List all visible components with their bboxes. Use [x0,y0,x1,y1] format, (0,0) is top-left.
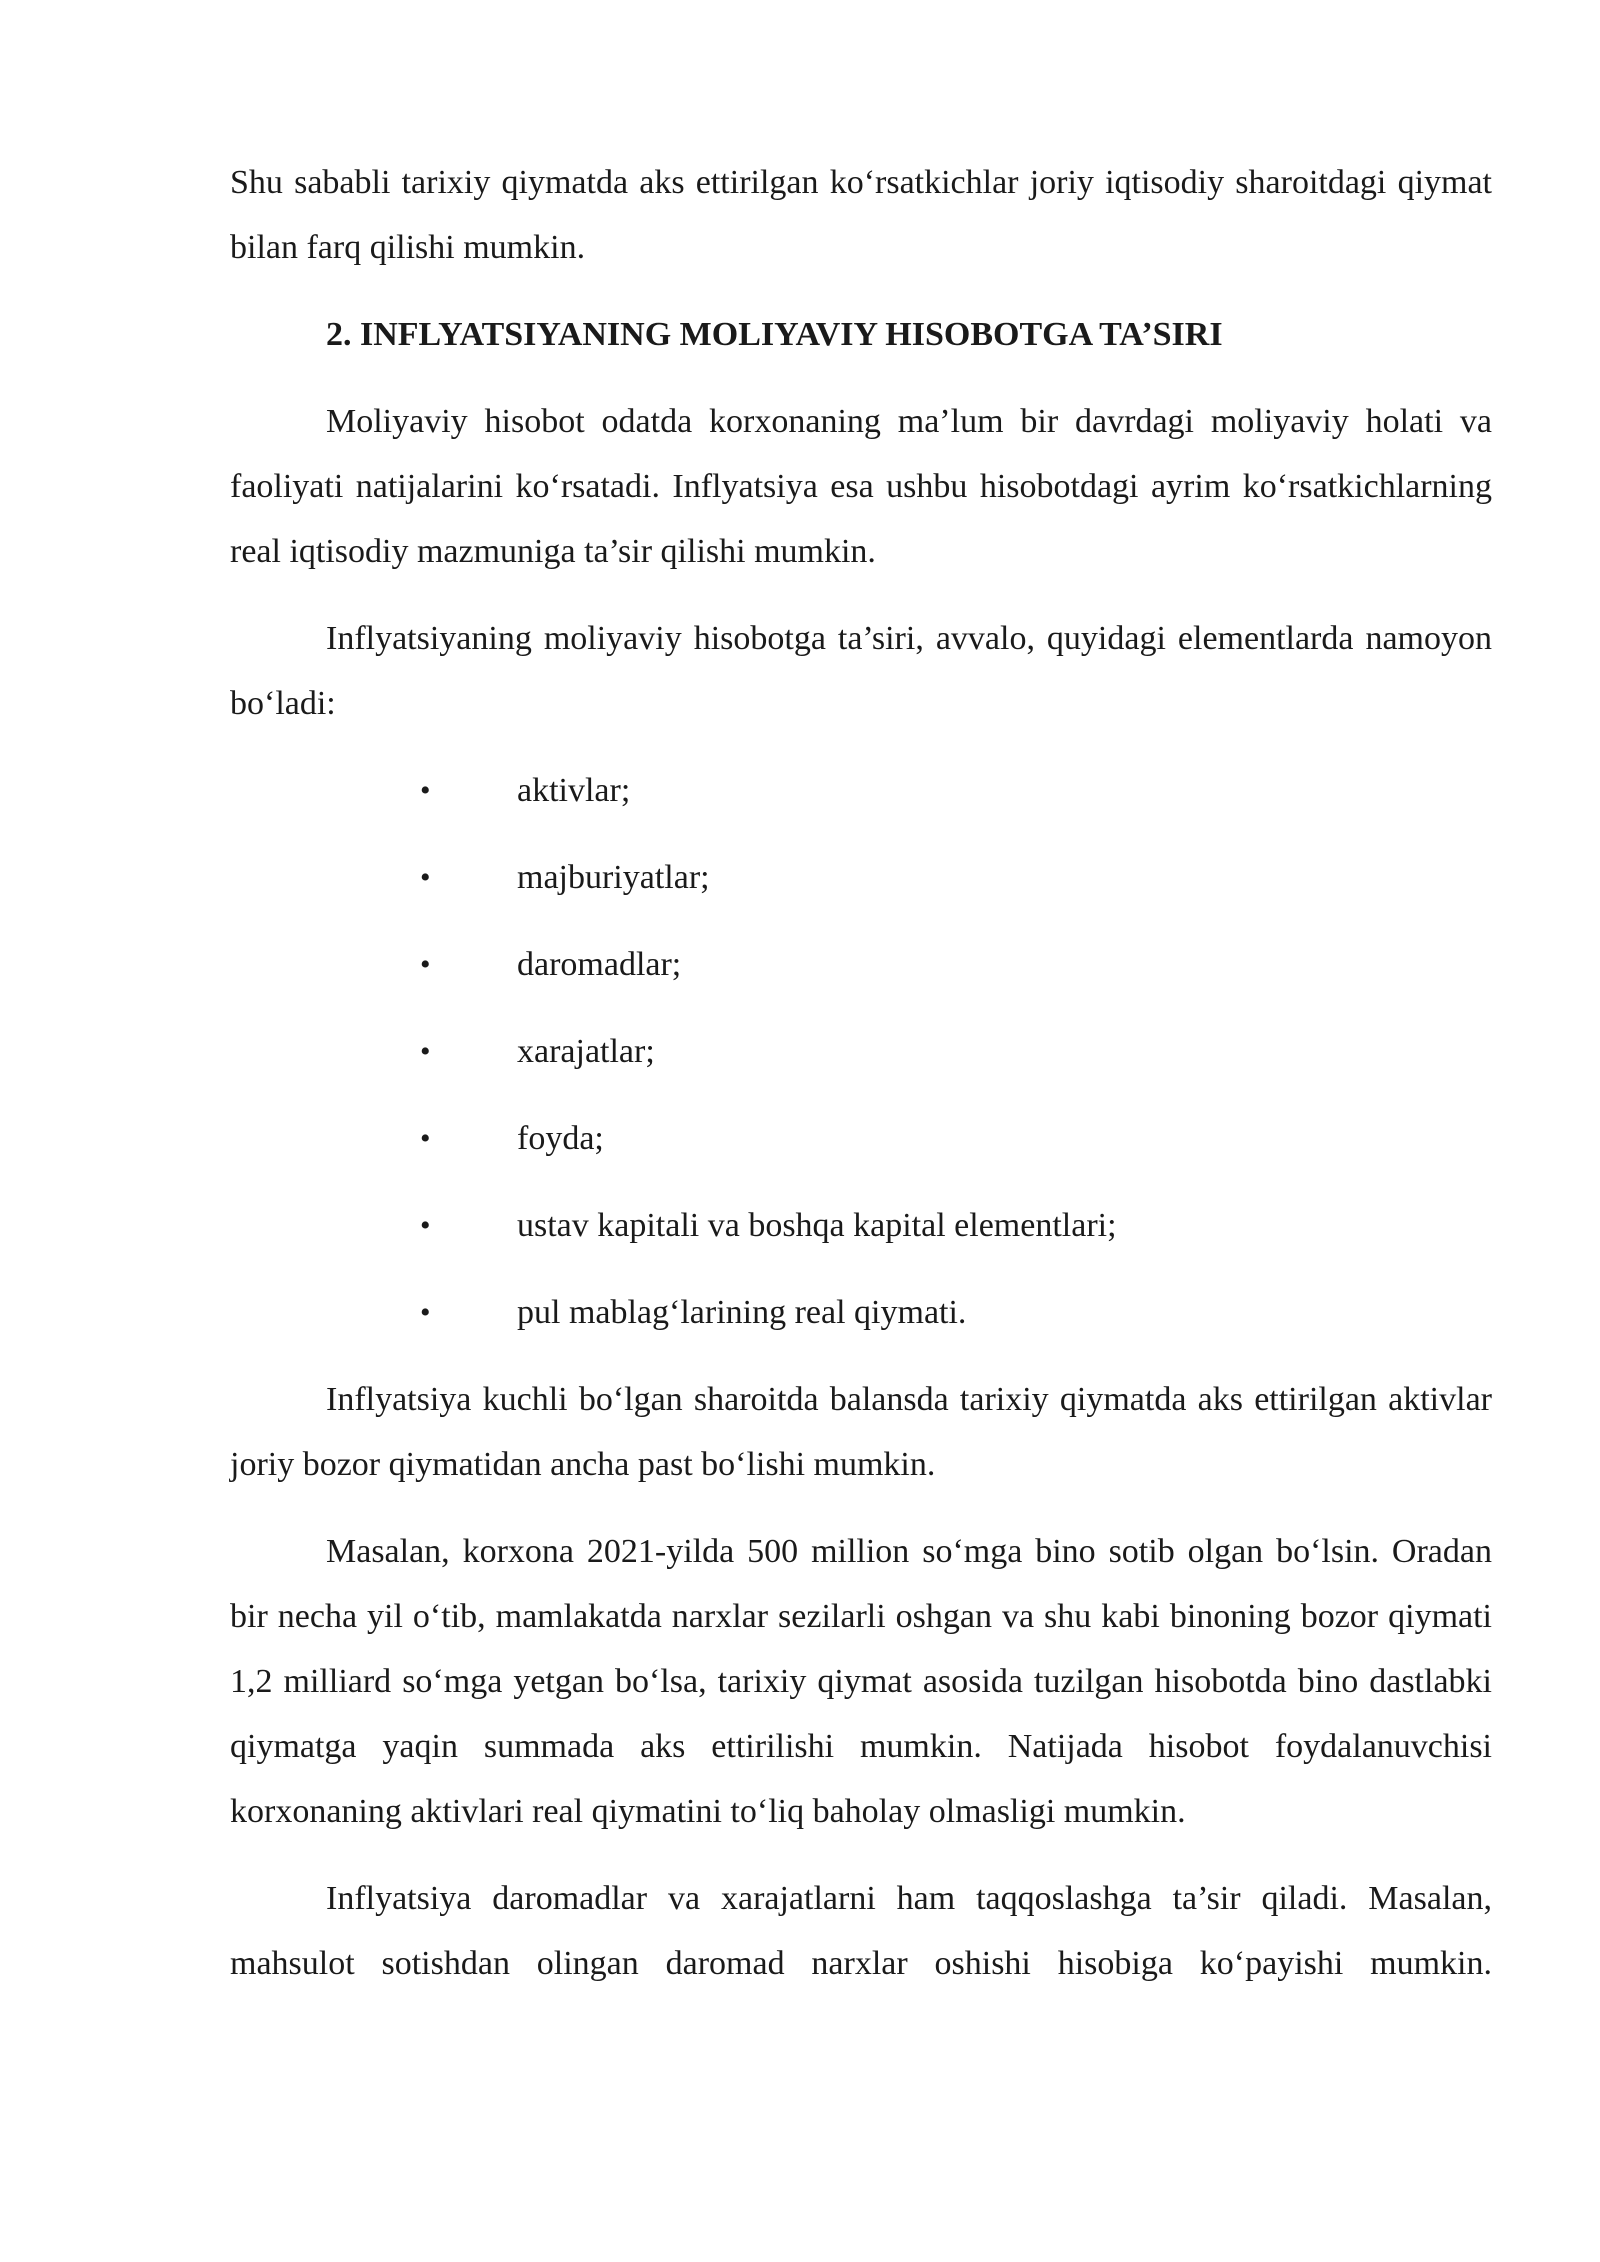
list-item-text: aktivlar; [517,772,631,809]
bullet-icon: • [420,1035,431,1068]
list-item [230,758,1492,823]
paragraph-continuation: Shu sababli tarixiy qiymatda aks ettirilgan ko‘rsatkichlar joriy iqtisodiy sharoitdagi qiymat bilan farq qilishi mumkin. [230,164,1492,266]
bullet-icon: • [420,774,431,807]
paragraph-income-expenses: Inflyatsiya daromadlar va xarajatlarni ham taqqoslashga ta’sir qiladi. Masalan, mahsulot sotishdan olingan daromad narxlar oshishi hisobiga ko‘payishi mumkin. [230,1880,1492,1982]
list-item [230,932,1492,997]
section-heading: 2. INFLYATSIYANING MOLIYAVIY HISOBOTGA TA’SIRI [326,316,1223,353]
paragraph-balance-assets: Inflyatsiya kuchli bo‘lgan sharoitda balansda tarixiy qiymatda aks ettirilgan aktivlar joriy bozor qiymatidan ancha past bo‘lishi mumkin. [230,1381,1492,1483]
bullet-icon: • [420,948,431,981]
paragraph-building-example: Masalan, korxona 2021-yilda 500 million so‘mga bino sotib olgan bo‘lsin. Oradan bir necha yil o‘tib, mamlakatda narxlar sezilarli oshgan va shu kabi binoning bozor qiymati 1,2 milliard so‘mga yetgan bo‘lsa, tarixiy qiymat asosida tuzilgan hisobotda bino dastlabki qiymatga yaqin summada aks ettirilishi mumkin. Natijada hisobot foydalanuvchisi korxonaning aktivlari real qiymatini to‘liq baholay olmasligi mumkin. [230,1533,1492,1830]
list-item [230,1019,1492,1084]
bullet-icon: • [420,1122,431,1155]
list-item-text: ustav kapitali va boshqa kapital elementlari; [517,1207,1117,1244]
list-item-text: daromadlar; [517,946,682,983]
list-item-text: pul mablag‘larining real qiymati. [517,1294,967,1331]
bullet-icon: • [420,1209,431,1242]
bullet-icon: • [420,1296,431,1329]
list-item [230,845,1492,910]
list-item-text: xarajatlar; [517,1033,655,1070]
list-item [230,1280,1492,1345]
impact-elements-list [230,758,1492,1345]
bullet-icon: • [420,861,431,894]
list-item-text: majburiyatlar; [517,859,710,896]
paragraph-inflation-impact-intro: Inflyatsiyaning moliyaviy hisobotga ta’siri, avvalo, quyidagi elementlarda namoyon bo‘ladi: [230,620,1492,722]
document-page [230,150,1492,1996]
list-item [230,1193,1492,1258]
list-item-text: foyda; [517,1120,604,1157]
paragraph-financial-report: Moliyaviy hisobot odatda korxonaning ma’lum bir davrdagi moliyaviy holati va faoliyati natijalarini ko‘rsatadi. Inflyatsiya esa ushbu hisobotdagi ayrim ko‘rsatkichlarning real iqtisodiy mazmuniga ta’sir qilishi mumkin. [230,403,1492,570]
list-item [230,1106,1492,1171]
